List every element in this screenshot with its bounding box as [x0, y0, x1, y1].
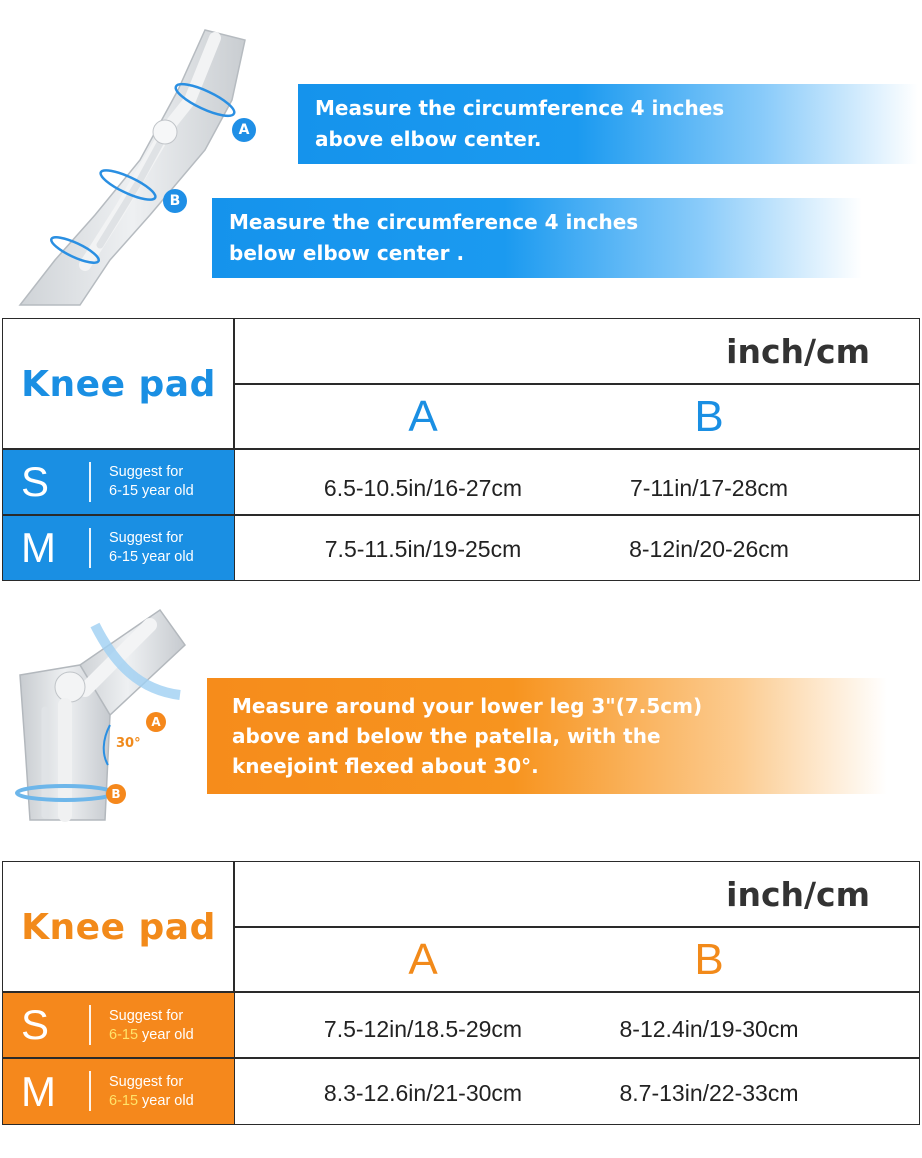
- knee-xray-illustration: [10, 605, 200, 825]
- elbow-instruction-below: Measure the circumference 4 inches below elbow center .: [212, 198, 862, 278]
- knee-angle-label: 30°: [116, 736, 141, 751]
- size-cell-m: [3, 1059, 234, 1124]
- value-a-s: 6.5-10.5in/16-27cm: [323, 474, 523, 501]
- elbow-instruction-above: Measure the circumference 4 inches above elbow center.: [298, 84, 918, 164]
- size-label: S: [21, 458, 50, 505]
- age-suggestion: Suggest for 6-15 year old: [109, 530, 194, 565]
- size-table-orange: [2, 861, 920, 1125]
- column-a-header: A: [408, 392, 438, 441]
- unit-label: inch/cm: [726, 874, 870, 914]
- value-b-m: 8-12in/20-26cm: [629, 535, 789, 562]
- value-a-m: 8.3-12.6in/21-30cm: [323, 1079, 523, 1106]
- column-b-header: B: [694, 392, 724, 441]
- age-suggestion: Suggest for 6-15 year old: [109, 464, 194, 499]
- size-label: M: [21, 524, 56, 571]
- knee-instruction: Measure around your lower leg 3"(7.5cm) above and below the patella, with the kneejoint flexed about 30°.: [207, 678, 887, 794]
- size-label: M: [21, 1067, 56, 1115]
- value-a-s: 7.5-12in/18.5-29cm: [323, 1015, 523, 1042]
- column-b-header: B: [694, 935, 724, 984]
- unit-label: inch/cm: [726, 331, 870, 371]
- marker-b: B: [163, 189, 187, 213]
- value-b-m: 8.7-13in/22-33cm: [619, 1079, 799, 1106]
- size-cell-s: [3, 993, 234, 1057]
- table-title: Knee pad: [21, 906, 216, 948]
- knee-marker-b: B: [106, 784, 126, 804]
- size-cell-s: [3, 450, 234, 514]
- marker-a: A: [232, 118, 256, 142]
- size-table-blue: [2, 318, 920, 581]
- column-a-header: A: [408, 935, 438, 984]
- size-cell-m: [3, 516, 234, 580]
- value-b-s: 8-12.4in/19-30cm: [619, 1015, 799, 1042]
- value-a-m: 7.5-11.5in/19-25cm: [324, 535, 522, 562]
- knee-marker-a: A: [146, 712, 166, 732]
- age-suggestion: Suggest for 6-15 year old: [109, 1008, 194, 1043]
- value-b-s: 7-11in/17-28cm: [629, 474, 789, 501]
- table-title: Knee pad: [21, 363, 216, 405]
- size-label: S: [21, 1001, 50, 1048]
- age-suggestion: Suggest for 6-15 year old: [109, 1074, 194, 1109]
